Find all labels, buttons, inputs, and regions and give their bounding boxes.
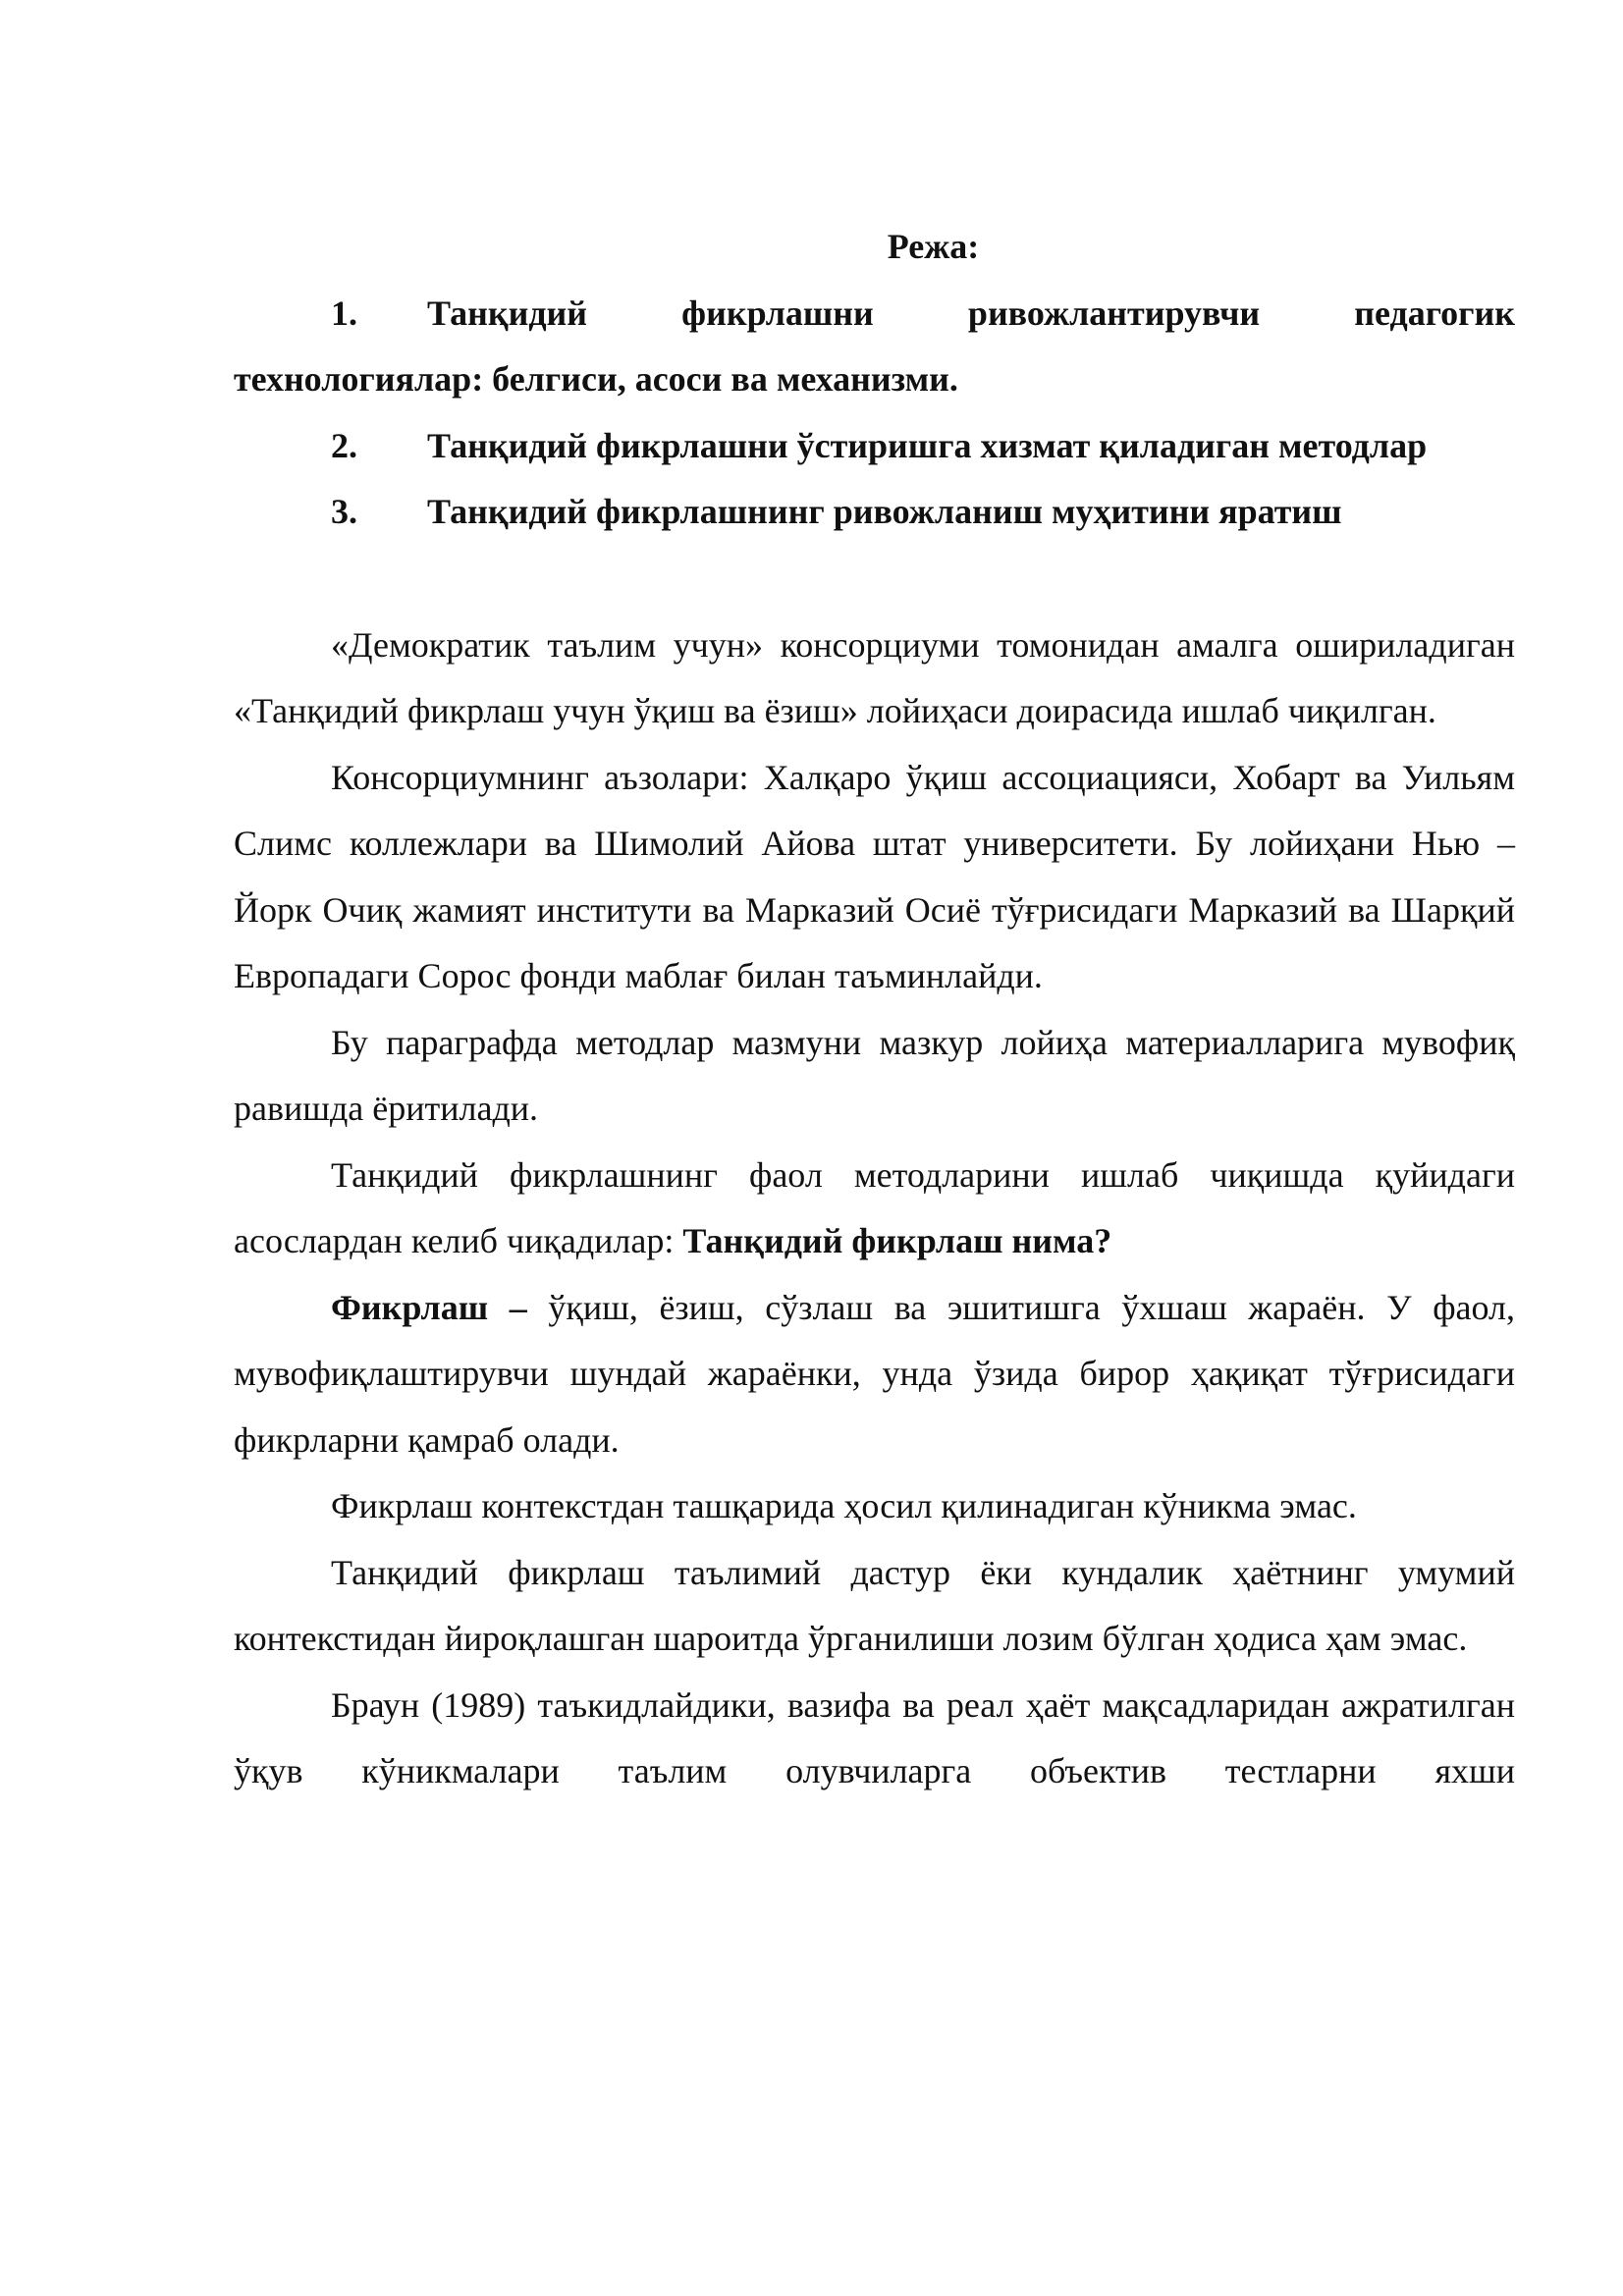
- plan-item-2: [234, 413, 1515, 480]
- paragraph-thinking-definition: [234, 1275, 1515, 1474]
- plan-item-number: 3.: [331, 492, 357, 531]
- page-title: Режа:: [887, 227, 980, 266]
- section-spacer: [234, 546, 1515, 613]
- question-heading: Танқидий фикрлаш нима?: [682, 1221, 1112, 1260]
- plan-item-text: Танқидий фикрлашнинг ривожланиш муҳитини яратиш: [427, 492, 1342, 531]
- term-heading: Фикрлаш –: [331, 1287, 527, 1327]
- plan-item-text: Танқидий фикрлашни ўстиришга хизмат қиладиган методлар: [427, 425, 1428, 465]
- paragraph-consortium-intro: «Демократик таълим учун» консорциуми томонидан амалга ошириладиган «Танқидий фикрлаш учун ўқиш ва ёзиш» лойиҳаси доирасида ишлаб чиқилган.: [234, 624, 1515, 730]
- plan-item-number: 2.: [331, 425, 357, 465]
- plan-item-1: [234, 281, 1515, 413]
- paragraph-brown-1989: Браун (1989) таъкидлайдики, вазифа ва реал ҳаёт мақсадларидан ажратилган ўқув кўникмалари таълим олувчиларга объектив тестларни яхши: [234, 1684, 1515, 1790]
- plan-item-3: [234, 479, 1515, 546]
- paragraph-consortium-members: Консорциумнинг аъзолари: Халқаро ўқиш ассоциацияси, Хобарт ва Уильям Слимс коллежлари ва Шимолий Айова штат университети. Бу лойиҳани Нью – Йорк Очиқ жамият институти ва Марказий Осиё тўғрисидаги Марказий ва Шарқий Европадаги Сорос фонди маблағ билан таъминлайди.: [234, 757, 1515, 995]
- paragraph-critical-thinking-context: Танқидий фикрлаш таълимий дастур ёки кундалик ҳаётнинг умумий контекстидан йироқлашган шароитда ўрганилиши лозим бўлган ҳодиса ҳам эмас.: [234, 1552, 1515, 1658]
- paragraph-text: Танқидий фикрлашнинг фаол методларини ишлаб чиқишда қуйидаги асослардан келиб чиқадилар:: [234, 1154, 1515, 1260]
- paragraph-text: ўқиш, ёзиш, сўзлаш ва эшитишга ўхшаш жараён. У фаол, мувофиқлаштирувчи шундай жараёнки, унда ўзида бирор ҳақиқат тўғрисидаги фикрларни қамраб олади.: [234, 1287, 1515, 1460]
- paragraph-methods-content: Бу параграфда методлар мазмуни мазкур лойиҳа материалларига мувофиқ равишда ёритилади.: [234, 1022, 1515, 1128]
- page-content: [234, 214, 1515, 1805]
- paragraph-context-skill: Фикрлаш контекстдан ташқарида ҳосил қилинадиган кўникма эмас.: [331, 1486, 1357, 1525]
- paragraph-active-methods: [234, 1143, 1515, 1275]
- plan-item-text: Танқидий фикрлашни ривожлантирувчи педагогик технологиялар: белгиси, асоси ва механизми.: [234, 293, 1515, 399]
- plan-item-number: 1.: [331, 293, 357, 333]
